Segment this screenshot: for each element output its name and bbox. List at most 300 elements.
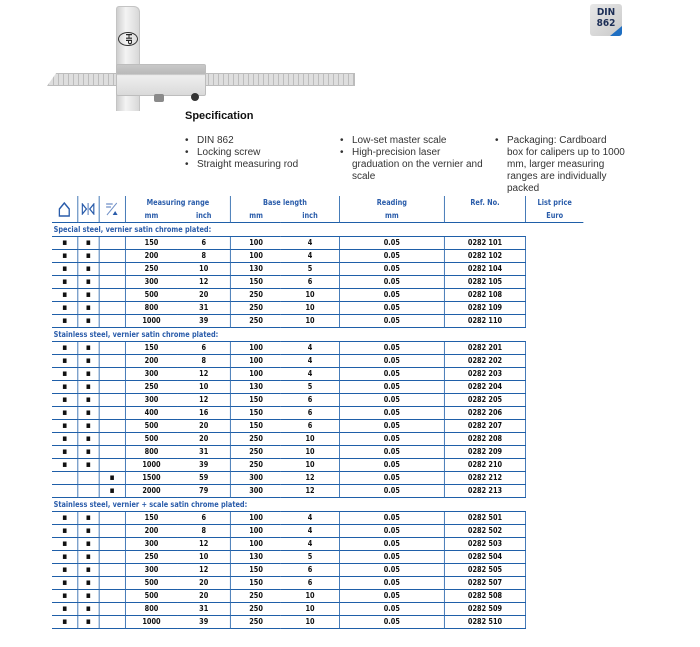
group-title: Stainless steel, vernier satin chrome plated:: [52, 328, 526, 342]
table-row: [52, 342, 583, 355]
header-house-icon-cell: [52, 196, 78, 223]
group-price-blank: [526, 223, 584, 237]
cell-list-price: [526, 420, 584, 433]
cell-mark-scale: ▪: [99, 472, 125, 485]
cell-base-inch: 4: [281, 237, 339, 250]
cell-mark-jaws: ▪: [78, 276, 99, 289]
cell-mark-jaws: ▪: [78, 433, 99, 446]
cell-ref-no: 0282 202: [444, 355, 525, 368]
cell-ref-no: 0282 210: [444, 459, 525, 472]
cell-range-mm: 1500: [125, 472, 177, 485]
cell-list-price: [526, 459, 584, 472]
cell-reading: 0.05: [339, 394, 444, 407]
group-price-blank: [526, 328, 584, 342]
cell-base-inch: 4: [281, 368, 339, 381]
cell-mark-jaws: ▪: [78, 590, 99, 603]
header-range-mm: mm: [125, 209, 177, 223]
cell-base-inch: 5: [281, 551, 339, 564]
cell-base-mm: 150: [231, 276, 282, 289]
house-outline-icon: [58, 201, 71, 217]
cell-ref-no: 0282 110: [444, 315, 525, 328]
cell-base-inch: 4: [281, 342, 339, 355]
spec-item: • DIN 862: [185, 135, 335, 147]
scale-hatch-icon: [106, 202, 119, 216]
cell-ref-no: 0282 209: [444, 446, 525, 459]
cell-range-inch: 39: [177, 315, 230, 328]
locking-screw: [154, 94, 164, 102]
cell-mark-jaws: ▪: [78, 355, 99, 368]
cell-mark-standard: ▪: [52, 603, 78, 616]
cell-range-mm: 500: [125, 420, 177, 433]
cell-mark-scale: [99, 577, 125, 590]
cell-mark-standard: ▪: [52, 459, 78, 472]
cell-mark-scale: [99, 289, 125, 302]
cell-base-inch: 10: [281, 590, 339, 603]
cell-reading: 0.05: [339, 512, 444, 525]
cell-reading: 0.05: [339, 355, 444, 368]
cell-mark-standard: [52, 485, 78, 498]
cell-range-mm: 500: [125, 433, 177, 446]
spec-item: • High-precision laser graduation on the vernier and scale: [340, 147, 490, 183]
cell-ref-no: 0282 509: [444, 603, 525, 616]
header-base-inch: inch: [281, 209, 339, 223]
cell-list-price: [526, 590, 584, 603]
cell-mark-standard: ▪: [52, 289, 78, 302]
cell-mark-jaws: ▪: [78, 407, 99, 420]
cell-mark-jaws: ▪: [78, 564, 99, 577]
cell-mark-scale: [99, 237, 125, 250]
cell-ref-no: 0282 206: [444, 407, 525, 420]
cell-range-mm: 800: [125, 603, 177, 616]
cell-mark-standard: ▪: [52, 250, 78, 263]
cell-base-inch: 10: [281, 459, 339, 472]
cell-base-inch: 6: [281, 564, 339, 577]
table-body: [52, 223, 583, 629]
cell-mark-scale: [99, 250, 125, 263]
cell-range-mm: 500: [125, 590, 177, 603]
table-row: [52, 394, 583, 407]
cell-reading: 0.05: [339, 564, 444, 577]
cell-base-mm: 100: [231, 538, 282, 551]
cell-mark-standard: ▪: [52, 302, 78, 315]
cell-list-price: [526, 603, 584, 616]
table-row: [52, 381, 583, 394]
cell-range-mm: 1000: [125, 459, 177, 472]
cell-ref-no: 0282 105: [444, 276, 525, 289]
cell-reading: 0.05: [339, 459, 444, 472]
cell-mark-scale: [99, 420, 125, 433]
cell-base-inch: 10: [281, 446, 339, 459]
spec-column-1: [185, 135, 335, 171]
cell-mark-standard: ▪: [52, 276, 78, 289]
spec-column-3: [495, 135, 625, 195]
cell-base-inch: 10: [281, 302, 339, 315]
cell-mark-standard: ▪: [52, 407, 78, 420]
cell-range-mm: 2000: [125, 485, 177, 498]
cell-base-inch: 4: [281, 525, 339, 538]
cell-range-mm: 300: [125, 538, 177, 551]
cell-range-mm: 1000: [125, 315, 177, 328]
cell-mark-jaws: ▪: [78, 420, 99, 433]
cell-range-inch: 39: [177, 459, 230, 472]
cell-list-price: [526, 355, 584, 368]
cell-range-inch: 6: [177, 342, 230, 355]
cell-range-inch: 20: [177, 590, 230, 603]
table-row: [52, 289, 583, 302]
spec-column-2: [340, 135, 490, 183]
cell-mark-scale: [99, 446, 125, 459]
table-row: [52, 420, 583, 433]
cell-range-mm: 800: [125, 446, 177, 459]
cell-reading: 0.05: [339, 525, 444, 538]
cell-range-inch: 39: [177, 616, 230, 629]
cell-base-inch: 5: [281, 263, 339, 276]
cell-mark-standard: ▪: [52, 315, 78, 328]
cell-list-price: [526, 250, 584, 263]
cell-base-inch: 6: [281, 420, 339, 433]
cell-mark-standard: ▪: [52, 577, 78, 590]
group-header-row: [52, 328, 583, 342]
cell-list-price: [526, 512, 584, 525]
cell-base-inch: 10: [281, 616, 339, 629]
spec-item: • Low-set master scale: [340, 135, 490, 147]
cell-ref-no: 0282 212: [444, 472, 525, 485]
product-image-depth-caliper: [45, 4, 370, 110]
caliper-vernier-head: [116, 64, 206, 96]
header-ref-blank: [444, 209, 525, 223]
cell-range-inch: 12: [177, 394, 230, 407]
table-row: [52, 459, 583, 472]
cell-mark-jaws: ▪: [78, 237, 99, 250]
cell-mark-jaws: ▪: [78, 381, 99, 394]
cell-base-mm: 300: [231, 485, 282, 498]
cell-base-mm: 100: [231, 368, 282, 381]
cell-reading: 0.05: [339, 381, 444, 394]
cell-mark-jaws: ▪: [78, 302, 99, 315]
specification-title: Specification: [185, 110, 254, 122]
cell-range-inch: 20: [177, 433, 230, 446]
cell-base-mm: 150: [231, 577, 282, 590]
cell-reading: 0.05: [339, 315, 444, 328]
cell-mark-jaws: ▪: [78, 368, 99, 381]
cell-range-mm: 200: [125, 525, 177, 538]
measuring-jaws-icon: [82, 203, 95, 215]
cell-mark-standard: ▪: [52, 263, 78, 276]
cell-reading: 0.05: [339, 237, 444, 250]
cell-ref-no: 0282 204: [444, 381, 525, 394]
cell-list-price: [526, 577, 584, 590]
table-row: [52, 315, 583, 328]
cell-mark-jaws: ▪: [78, 394, 99, 407]
cell-ref-no: 0282 507: [444, 577, 525, 590]
din-badge-line1: DIN: [596, 7, 616, 18]
cell-list-price: [526, 237, 584, 250]
cell-base-inch: 12: [281, 472, 339, 485]
din-badge: [590, 4, 622, 36]
table-row: [52, 276, 583, 289]
table-row: [52, 616, 583, 629]
cell-ref-no: 0282 503: [444, 538, 525, 551]
cell-ref-no: 0282 510: [444, 616, 525, 629]
cell-base-mm: 150: [231, 394, 282, 407]
header-measuring-range: Measuring range: [125, 196, 230, 209]
cell-base-mm: 100: [231, 355, 282, 368]
cell-mark-scale: [99, 538, 125, 551]
cell-reading: 0.05: [339, 433, 444, 446]
cell-mark-standard: ▪: [52, 420, 78, 433]
cell-list-price: [526, 381, 584, 394]
cell-range-inch: 8: [177, 250, 230, 263]
cell-base-mm: 250: [231, 433, 282, 446]
table-row: [52, 577, 583, 590]
cell-range-mm: 500: [125, 289, 177, 302]
cell-list-price: [526, 289, 584, 302]
cell-mark-scale: [99, 590, 125, 603]
cell-mark-scale: [99, 342, 125, 355]
cell-base-mm: 250: [231, 603, 282, 616]
cell-ref-no: 0282 504: [444, 551, 525, 564]
cell-base-mm: 150: [231, 420, 282, 433]
cell-reading: 0.05: [339, 276, 444, 289]
cell-mark-scale: ▪: [99, 485, 125, 498]
cell-list-price: [526, 472, 584, 485]
cell-mark-jaws: ▪: [78, 538, 99, 551]
cell-range-inch: 12: [177, 276, 230, 289]
table-row: [52, 250, 583, 263]
cell-list-price: [526, 433, 584, 446]
header-scale-icon-cell: [99, 196, 125, 223]
cell-base-mm: 130: [231, 551, 282, 564]
header-range-inch: inch: [177, 209, 230, 223]
group-header-row: [52, 223, 583, 237]
cell-mark-jaws: ▪: [78, 551, 99, 564]
table-row: [52, 603, 583, 616]
cell-mark-scale: [99, 315, 125, 328]
cell-mark-scale: [99, 603, 125, 616]
spec-item: • Locking screw: [185, 147, 335, 159]
cell-range-mm: 150: [125, 342, 177, 355]
cell-range-mm: 250: [125, 551, 177, 564]
cell-range-inch: 20: [177, 577, 230, 590]
cell-list-price: [526, 315, 584, 328]
cell-list-price: [526, 368, 584, 381]
cell-list-price: [526, 407, 584, 420]
cell-ref-no: 0282 205: [444, 394, 525, 407]
cell-mark-jaws: ▪: [78, 446, 99, 459]
cell-range-inch: 12: [177, 564, 230, 577]
cell-base-inch: 6: [281, 407, 339, 420]
cell-list-price: [526, 276, 584, 289]
cell-base-inch: 4: [281, 538, 339, 551]
spec-item: • Packaging: Cardboard box for calipers up to 1000 mm, larger measuring ranges are individually packed: [495, 135, 625, 195]
cell-range-mm: 400: [125, 407, 177, 420]
cell-base-inch: 10: [281, 433, 339, 446]
cell-reading: 0.05: [339, 472, 444, 485]
cell-mark-standard: ▪: [52, 381, 78, 394]
cell-base-mm: 130: [231, 263, 282, 276]
cell-range-inch: 20: [177, 420, 230, 433]
table-row: [52, 485, 583, 498]
cell-range-mm: 150: [125, 237, 177, 250]
cell-mark-standard: ▪: [52, 342, 78, 355]
group-title: Special steel, vernier satin chrome plated:: [52, 223, 526, 237]
cell-mark-scale: [99, 394, 125, 407]
cell-reading: 0.05: [339, 446, 444, 459]
cell-ref-no: 0282 101: [444, 237, 525, 250]
table-row: [52, 538, 583, 551]
cell-base-inch: 12: [281, 485, 339, 498]
cell-reading: 0.05: [339, 289, 444, 302]
cell-reading: 0.05: [339, 420, 444, 433]
cell-range-inch: 10: [177, 263, 230, 276]
table-row: [52, 472, 583, 485]
cell-mark-scale: [99, 551, 125, 564]
cell-range-mm: 200: [125, 250, 177, 263]
cell-mark-standard: ▪: [52, 564, 78, 577]
product-table: [52, 196, 583, 629]
cell-ref-no: 0282 201: [444, 342, 525, 355]
cell-list-price: [526, 394, 584, 407]
cell-ref-no: 0282 102: [444, 250, 525, 263]
cell-mark-jaws: ▪: [78, 525, 99, 538]
cell-mark-standard: ▪: [52, 433, 78, 446]
cell-base-inch: 6: [281, 577, 339, 590]
cell-base-mm: 250: [231, 590, 282, 603]
table-row: [52, 237, 583, 250]
cell-reading: 0.05: [339, 263, 444, 276]
cell-range-mm: 250: [125, 263, 177, 276]
cell-range-inch: 6: [177, 237, 230, 250]
cell-mark-standard: ▪: [52, 590, 78, 603]
cell-mark-standard: ▪: [52, 237, 78, 250]
cell-base-inch: 5: [281, 381, 339, 394]
cell-base-mm: 250: [231, 446, 282, 459]
cell-mark-standard: ▪: [52, 446, 78, 459]
cell-list-price: [526, 263, 584, 276]
cell-range-inch: 12: [177, 538, 230, 551]
cell-mark-scale: [99, 355, 125, 368]
cell-range-inch: 16: [177, 407, 230, 420]
header-base-mm: mm: [231, 209, 282, 223]
cell-base-inch: 10: [281, 603, 339, 616]
cell-mark-scale: [99, 276, 125, 289]
cell-reading: 0.05: [339, 368, 444, 381]
table-row: [52, 407, 583, 420]
cell-mark-jaws: ▪: [78, 512, 99, 525]
cell-reading: 0.05: [339, 603, 444, 616]
cell-mark-jaws: ▪: [78, 315, 99, 328]
cell-range-mm: 500: [125, 577, 177, 590]
cell-range-mm: 300: [125, 564, 177, 577]
cell-range-mm: 300: [125, 368, 177, 381]
cell-range-inch: 31: [177, 302, 230, 315]
cell-range-inch: 20: [177, 289, 230, 302]
cell-range-inch: 8: [177, 355, 230, 368]
table-row: [52, 355, 583, 368]
cell-mark-standard: ▪: [52, 394, 78, 407]
cell-list-price: [526, 342, 584, 355]
cell-base-inch: 6: [281, 394, 339, 407]
cell-reading: 0.05: [339, 577, 444, 590]
cell-reading: 0.05: [339, 590, 444, 603]
cell-list-price: [526, 538, 584, 551]
group-title: Stainless steel, vernier + scale satin chrome plated:: [52, 498, 526, 512]
cell-list-price: [526, 446, 584, 459]
header-ref-no: Ref. No.: [444, 196, 525, 209]
cell-mark-standard: ▪: [52, 355, 78, 368]
table-row: [52, 564, 583, 577]
cell-range-inch: 10: [177, 381, 230, 394]
cell-ref-no: 0282 207: [444, 420, 525, 433]
cell-mark-jaws: [78, 485, 99, 498]
cell-range-inch: 31: [177, 603, 230, 616]
cell-base-inch: 4: [281, 512, 339, 525]
cell-base-mm: 130: [231, 381, 282, 394]
adjust-knob: [191, 93, 199, 101]
cell-mark-standard: ▪: [52, 616, 78, 629]
cell-reading: 0.05: [339, 551, 444, 564]
cell-base-mm: 250: [231, 302, 282, 315]
cell-list-price: [526, 525, 584, 538]
cell-reading: 0.05: [339, 302, 444, 315]
cell-ref-no: 0282 505: [444, 564, 525, 577]
table-row: [52, 302, 583, 315]
cell-mark-standard: ▪: [52, 551, 78, 564]
cell-range-mm: 150: [125, 512, 177, 525]
header-price-euro: Euro: [526, 209, 584, 223]
cell-base-mm: 100: [231, 512, 282, 525]
cell-mark-standard: ▪: [52, 368, 78, 381]
cell-base-inch: 10: [281, 289, 339, 302]
group-header-row: [52, 498, 583, 512]
cell-list-price: [526, 616, 584, 629]
cell-reading: 0.05: [339, 250, 444, 263]
cell-mark-standard: ▪: [52, 525, 78, 538]
cell-mark-scale: [99, 407, 125, 420]
cell-mark-scale: [99, 263, 125, 276]
table-row: [52, 263, 583, 276]
table-row: [52, 525, 583, 538]
cell-mark-standard: ▪: [52, 512, 78, 525]
cell-mark-jaws: [78, 472, 99, 485]
cell-range-mm: 300: [125, 276, 177, 289]
cell-base-mm: 100: [231, 237, 282, 250]
cell-base-mm: 100: [231, 525, 282, 538]
cell-base-mm: 300: [231, 472, 282, 485]
cell-ref-no: 0282 213: [444, 485, 525, 498]
cell-mark-standard: [52, 472, 78, 485]
cell-ref-no: 0282 203: [444, 368, 525, 381]
cell-ref-no: 0282 502: [444, 525, 525, 538]
brand-logo: HP: [118, 32, 138, 46]
cell-base-mm: 150: [231, 564, 282, 577]
cell-mark-scale: [99, 616, 125, 629]
cell-list-price: [526, 564, 584, 577]
cell-mark-jaws: ▪: [78, 289, 99, 302]
cell-mark-scale: [99, 525, 125, 538]
cell-mark-scale: [99, 459, 125, 472]
cell-base-inch: 6: [281, 276, 339, 289]
cell-mark-scale: [99, 564, 125, 577]
cell-base-inch: 10: [281, 315, 339, 328]
cell-reading: 0.05: [339, 342, 444, 355]
cell-range-inch: 31: [177, 446, 230, 459]
cell-mark-jaws: ▪: [78, 250, 99, 263]
cell-mark-jaws: ▪: [78, 616, 99, 629]
table-row: [52, 446, 583, 459]
cell-mark-scale: [99, 381, 125, 394]
cell-base-mm: 250: [231, 459, 282, 472]
